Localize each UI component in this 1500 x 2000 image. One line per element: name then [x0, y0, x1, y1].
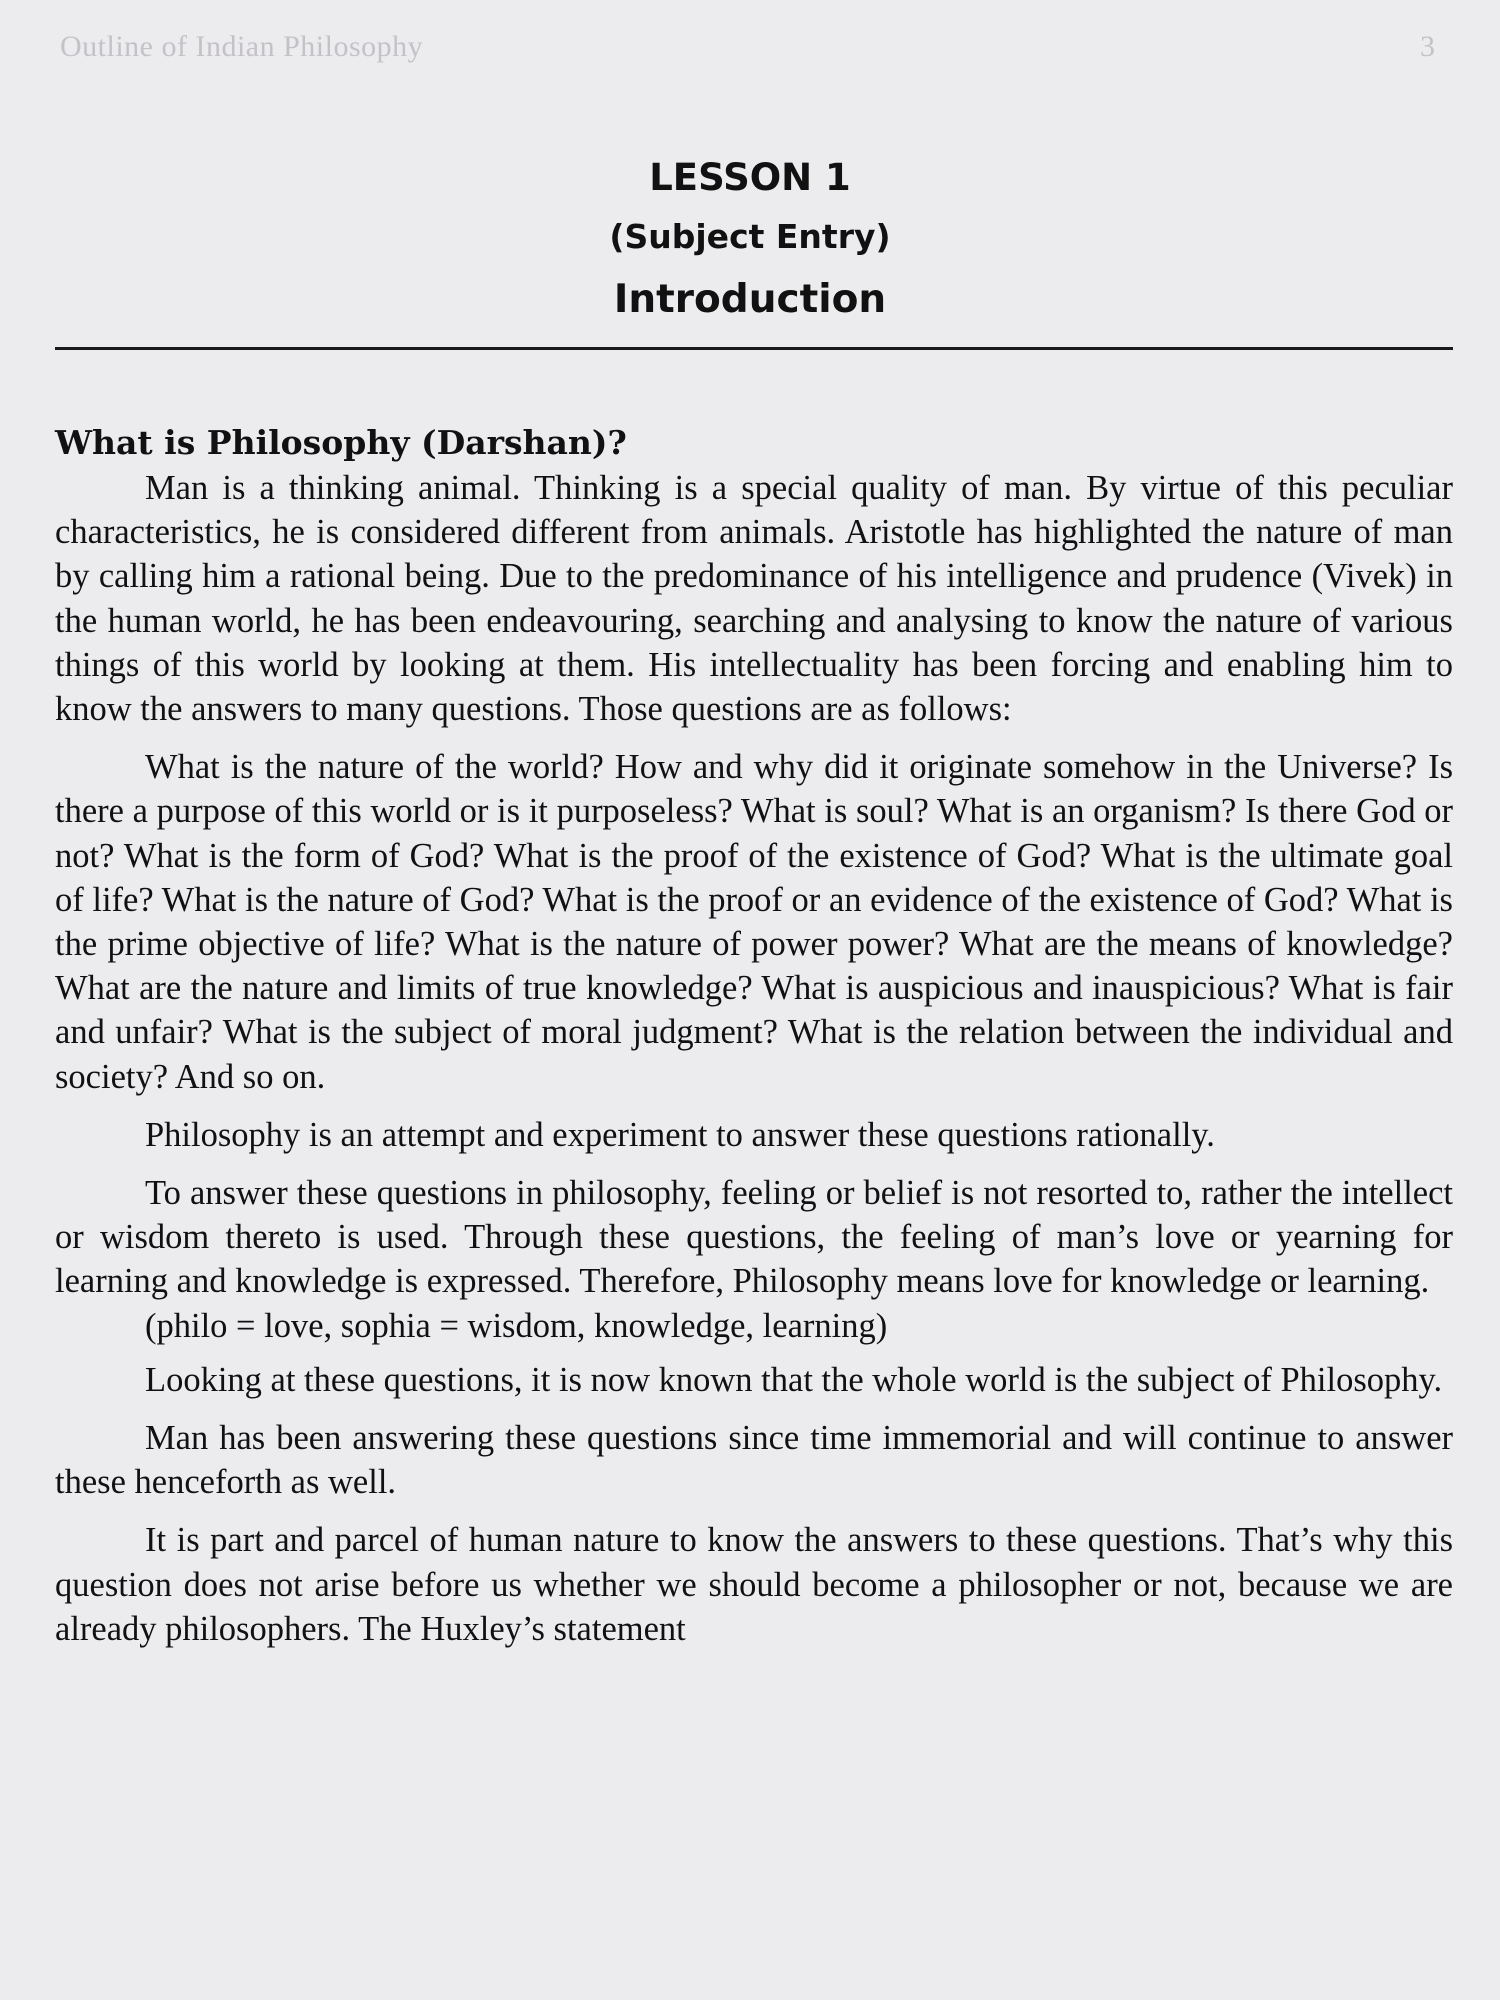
body-text [55, 420, 1453, 1651]
paragraph: What is the nature of the world? How and why did it originate somehow in the Universe? Is there a purpose of this world or is it purposeless? What is soul? What is an organism? Is there God or not? What is the form of God? What is the proof of the existence of God? What is the ultimate goal of life? What is the nature of God? What is the proof or an evidence of the existence of God? What is the prime objective of life? What is the nature of power power? What are the means of knowledge? What are the nature and limits of true knowledge? What is auspicious and inauspicious? What is fair and unfair? What is the subject of moral judgment? What is the relation between the individual and society? And so on. [55, 748, 1453, 1096]
paragraph: It is part and parcel of human nature to know the answers to these questions. That’s why this question does not arise before us whether we should become a philosopher or not, because we are already philosophers. The Huxley’s statement [55, 1521, 1453, 1648]
bleed-header-left: Outline of Indian Philosophy [60, 30, 424, 63]
bleed-page-number: 3 [1420, 30, 1436, 63]
paragraph: To answer these questions in philosophy, feeling or belief is not resorted to, rather the intellect or wisdom thereto is used. Through these questions, the feeling of man’s love or yearning for learning and knowledge is expressed. Therefore, Philosophy means love for knowledge or learning. [55, 1174, 1453, 1301]
lesson-title: LESSON 1 [649, 156, 851, 199]
divider-rule [55, 347, 1453, 350]
lesson-subtitle: (Subject Entry) [609, 217, 891, 256]
formula-line: (philo = love, sophia = wisdom, knowledge, learning) [145, 1306, 888, 1345]
section-heading: What is Philosophy (Darshan)? [55, 423, 627, 462]
paragraph: Philosophy is an attempt and experiment to answer these questions rationally. [145, 1115, 1215, 1154]
paragraph: Looking at these questions, it is now known that the whole world is the subject of Philosophy. [145, 1360, 1443, 1399]
lesson-heading: Introduction [613, 277, 887, 322]
lesson-header [0, 150, 1500, 332]
paragraph: Man is a thinking animal. Thinking is a special quality of man. By virtue of this peculiar characteristics, he is considered different from animals. Aristotle has highlighted the nature of man by calling him a rational being. Due to the predominance of his intelligence and prudence (Vivek) in the human world, he has been endeavouring, searching and analysing to know the nature of various things of this world by looking at them. His intellectuality has been forcing and enabling him to know the answers to many questions. Those questions are as follows: [55, 469, 1453, 729]
paragraph: Man has been answering these questions since time immemorial and will continue to answer these henceforth as well. [55, 1419, 1453, 1502]
